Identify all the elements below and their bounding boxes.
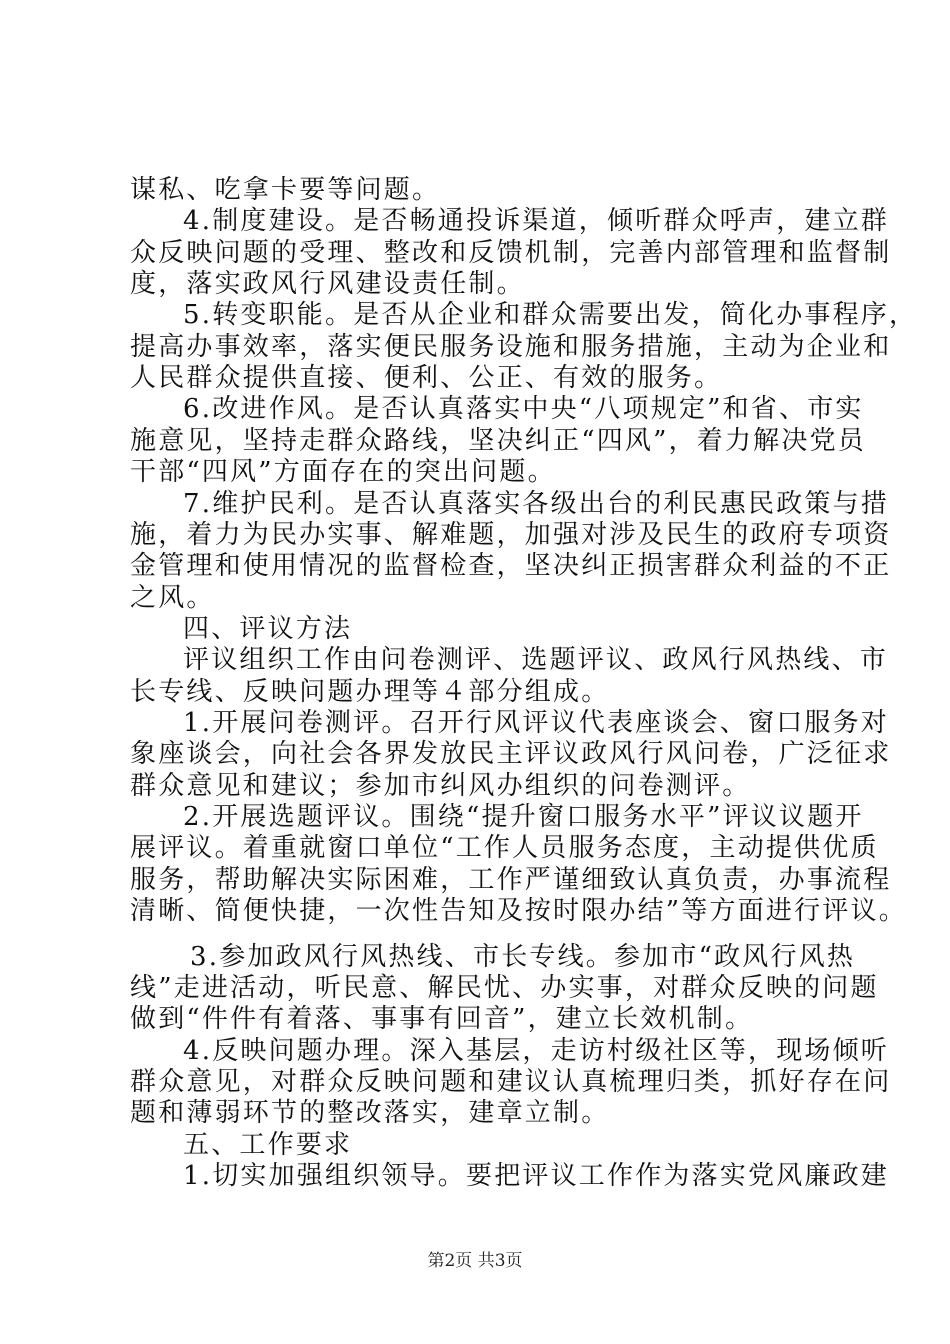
text-line: 4.反映问题办理。深入基层，走访村级社区等，现场倾听 xyxy=(183,1036,890,1066)
text-line: 线”走进活动，听民意、解民忧、办实事，对群众反映的问题 xyxy=(130,973,879,1003)
text-line: 题和薄弱环节的整改落实，建章立制。 xyxy=(130,1098,610,1128)
section-heading: 五、工作要求 xyxy=(183,1130,353,1160)
text-line: 群众意见和建议；参加市纠风办组织的问卷测评。 xyxy=(130,771,751,801)
text-line: 6.改进作风。是否认真落实中央“八项规定”和省、市实 xyxy=(183,394,864,424)
text-line: 7.维护民利。是否认真落实各级出台的利民惠民政策与措 xyxy=(183,489,890,519)
text-line: 施意见，坚持走群众路线，坚决纠正“四风”，着力解决党员 xyxy=(130,426,866,456)
text-line: 服务，帮助解决实际困难，工作严谨细致认真负责，办事流程 xyxy=(130,865,892,895)
text-line: 象座谈会，向社会各界发放民主评议政风行风问卷，广泛征求 xyxy=(130,739,892,769)
text-line: 施，着力为民办实事、解难题，加强对涉及民生的政府专项资 xyxy=(130,520,892,550)
text-line: 清晰、简便快捷，一次性告知及按时限办结”等方面进行评议。 xyxy=(130,896,907,926)
text-line: 4.制度建设。是否畅通投诉渠道，倾听群众呼声，建立群 xyxy=(183,206,890,236)
text-line: 之风。 xyxy=(130,583,215,613)
text-line: 5.转变职能。是否从企业和群众需要出发，简化办事程序， xyxy=(183,300,918,330)
text-line: 谋私、吃拿卡要等问题。 xyxy=(130,175,441,205)
text-line: 干部“四风”方面存在的突出问题。 xyxy=(130,457,556,487)
text-line: 度，落实政风行风建设责任制。 xyxy=(130,269,525,299)
text-line: 1.开展问卷测评。召开行风评议代表座谈会、窗口服务对 xyxy=(183,708,890,738)
text-line: 金管理和使用情况的监督检查，坚决纠正损害群众利益的不正 xyxy=(130,551,892,581)
text-line: 群众意见，对群众反映问题和建议认真梳理归类，抓好存在问 xyxy=(130,1067,892,1097)
text-line: 提高办事效率，落实便民服务设施和服务措施，主动为企业和 xyxy=(130,332,892,362)
text-line: 3.参加政风行风热线、市长专线。参加市“政风行风热 xyxy=(190,942,856,972)
text-line: 做到“件件有着落、事事有回音”，建立长效机制。 xyxy=(130,1004,754,1034)
section-heading: 四、评议方法 xyxy=(183,614,353,644)
text-line: 2.开展选题评议。围绕“提升窗口服务水平”评议议题开 xyxy=(183,802,864,832)
text-line: 众反映问题的受理、整改和反馈机制，完善内部管理和监督制 xyxy=(130,238,892,268)
page-number: 第2页 共3页 xyxy=(427,1251,523,1271)
text-line: 人民群众提供直接、便利、公正、有效的服务。 xyxy=(130,363,723,393)
text-line: 1.切实加强组织领导。要把评议工作作为落实党风廉政建 xyxy=(183,1161,890,1191)
text-line: 长专线、反映问题办理等４部分组成。 xyxy=(130,677,610,707)
text-line: 评议组织工作由问卷测评、选题评议、政风行风热线、市 xyxy=(183,645,889,675)
text-line: 展评议。着重就窗口单位“工作人员服务态度，主动提供优质 xyxy=(130,833,879,863)
